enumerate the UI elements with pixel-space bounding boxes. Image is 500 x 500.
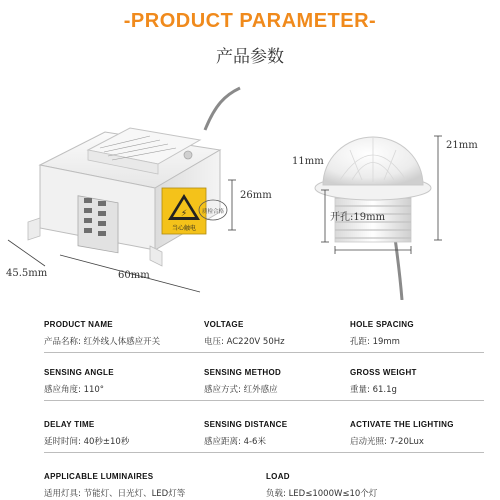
param-product-name: PRODUCT NAME 产品名称: 红外线人体感应开关 <box>44 320 161 347</box>
stamp-text: 质检合格 <box>201 209 225 215</box>
param-activate-lighting: ACTIVATE THE LIGHTING 启动光照: 7-20Lux <box>350 420 454 447</box>
param-hole-spacing: HOLE SPACING 孔距: 19mm <box>350 320 414 347</box>
module-depth-label: 45.5mm <box>6 268 48 279</box>
page-title: -PRODUCT PARAMETER- <box>123 10 377 32</box>
param-sensing-distance: SENSING DISTANCE 感应距离: 4-6米 <box>204 420 288 447</box>
module-height-label: 26mm <box>240 190 272 201</box>
parameters-table <box>0 316 500 500</box>
module-length-label: 60mm <box>118 270 150 281</box>
param-gross-weight: GROSS WEIGHT 重量: 61.1g <box>350 368 417 395</box>
param-applicable-luminaires: APPLICABLE LUMINAIRES 适用灯具: 节能灯、日光灯、LED灯等 <box>44 472 186 499</box>
param-voltage: VOLTAGE 电压: AC220V 50Hz <box>204 320 285 347</box>
divider <box>44 452 484 453</box>
param-load: LOAD 负载: LED≤1000W≤10个灯 <box>266 472 378 499</box>
warning-text: 当心触电 <box>171 225 197 232</box>
product-drawing <box>0 70 500 300</box>
hole-size-label: 开孔:19mm <box>330 212 386 223</box>
divider <box>44 352 484 353</box>
param-sensing-method: SENSING METHOD 感应方式: 红外感应 <box>204 368 282 395</box>
product-illustration <box>0 70 500 300</box>
param-sensing-angle: SENSING ANGLE 感应角度: 110° <box>44 368 114 395</box>
param-delay-time: DELAY TIME 延时时间: 40秒±10秒 <box>44 420 130 447</box>
terminal-block <box>78 196 118 253</box>
divider <box>44 400 484 401</box>
svg-text:⚡: ⚡ <box>180 209 188 219</box>
sensor-thread-label: 11mm <box>292 156 324 167</box>
sensor-height-label: 21mm <box>446 140 478 151</box>
page-subtitle: 产品参数 <box>216 47 284 67</box>
